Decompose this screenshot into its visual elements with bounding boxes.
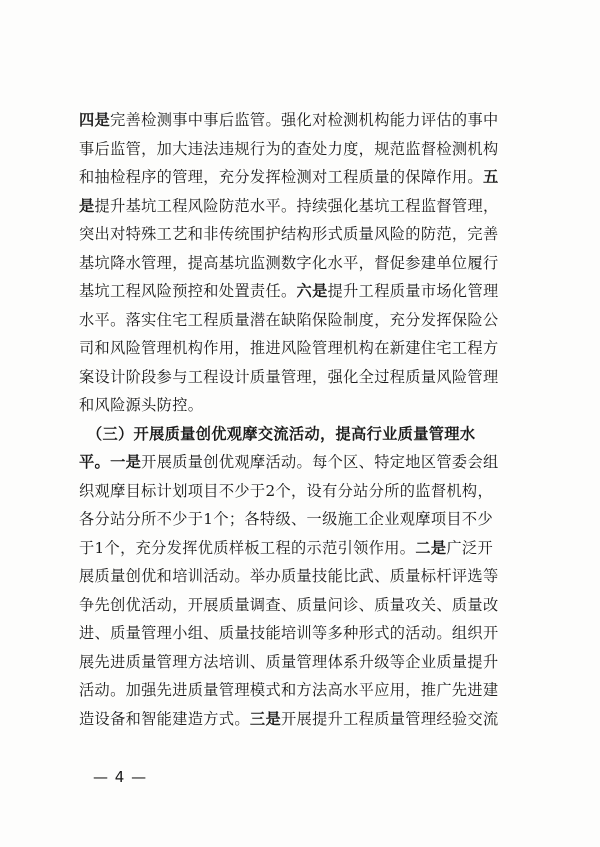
bold-text-run: 六是 bbox=[296, 282, 328, 300]
text-line bbox=[79, 448, 529, 477]
text-run: 展先进质量管理方法培训、质量管理体系升级等企业质量提升 bbox=[79, 652, 499, 671]
text-run: 基坑降水管理，提高基坑监测数字化水平，督促参建单位履行 bbox=[79, 253, 499, 272]
document-body bbox=[79, 106, 529, 733]
text-run: 司和风险管理机构作用，推进风险管理机构在新建住宅工程方 bbox=[79, 339, 499, 357]
text-line bbox=[79, 249, 529, 278]
text-line bbox=[79, 420, 529, 449]
text-line bbox=[79, 106, 529, 135]
text-run: 开展质量创优观摩活动。每个区、特定地区管委会组 bbox=[141, 453, 499, 471]
text-run: 进、质量管理小组、质量技能培训等多种形式的活动。组织开 bbox=[79, 624, 499, 642]
text-line bbox=[79, 562, 529, 591]
text-run: 开展提升工程质量管理经验交流 bbox=[281, 709, 499, 728]
text-line bbox=[79, 477, 529, 506]
text-line bbox=[79, 277, 529, 306]
text-line bbox=[79, 648, 529, 677]
text-run: 织观摩目标计划项目不少于2个，设有分站分所的监督机构， bbox=[79, 481, 493, 500]
text-line bbox=[79, 391, 529, 420]
bold-text-run: 三是 bbox=[249, 709, 281, 728]
text-line bbox=[79, 192, 529, 221]
text-line bbox=[79, 220, 529, 249]
text-run: 案设计阶段参与工程设计质量管理，强化全过程质量风险管理 bbox=[79, 367, 499, 386]
text-line bbox=[79, 363, 529, 392]
bold-text-run: （三）开展质量创优观摩交流活动，提高行业质量管理水 bbox=[79, 424, 476, 443]
text-run: 和风险源头防控。 bbox=[79, 396, 204, 414]
page-number: — 4 — bbox=[93, 768, 148, 786]
text-run: 于1个，充分发挥优质样板工程的示范引领作用。 bbox=[79, 538, 416, 557]
text-run: 水平。落实住宅工程质量潜在缺陷保险制度，充分发挥保险公 bbox=[79, 310, 499, 329]
bold-text-run: 四是 bbox=[79, 111, 111, 129]
text-line bbox=[79, 591, 529, 620]
text-run: 提升基坑工程风险防范水平。持续强化基坑工程监督管理， bbox=[94, 196, 499, 215]
text-run: 事后监管，加大违法违规行为的查处力度，规范监督检测机构 bbox=[79, 139, 499, 158]
text-run: 和抽检程序的管理，充分发挥检测对工程质量的保障作用。 bbox=[79, 168, 483, 186]
text-run: 造设备和智能建造方式。 bbox=[79, 709, 250, 728]
bold-text-run: 平。一是 bbox=[79, 453, 142, 471]
text-line bbox=[79, 619, 529, 648]
text-run: 完善检测事中事后监管。强化对检测机构能力评估的事中 bbox=[110, 111, 499, 129]
text-run: 活动。加强先进质量管理模式和方法高水平应用，推广先进建 bbox=[79, 681, 499, 699]
text-run: 各分站分所不少于1个；各特级、一级施工企业观摩项目不少 bbox=[79, 510, 493, 528]
text-line bbox=[79, 163, 529, 192]
text-run: 广泛开 bbox=[446, 538, 494, 557]
text-line bbox=[79, 505, 529, 534]
bold-text-run: 是 bbox=[79, 196, 95, 215]
bold-text-run: 二是 bbox=[415, 538, 447, 557]
text-line bbox=[79, 705, 529, 734]
text-run: 基坑工程风险预控和处置责任。 bbox=[79, 282, 297, 300]
text-line bbox=[79, 676, 529, 705]
bold-text-run: 五 bbox=[482, 168, 499, 186]
text-run: 提升工程质量市场化管理 bbox=[327, 282, 499, 300]
text-line bbox=[79, 534, 529, 563]
text-run: 突出对特殊工艺和非传统围护结构形式质量风险的防范，完善 bbox=[79, 225, 499, 243]
text-line bbox=[79, 306, 529, 335]
text-run: 争先创优活动，开展质量调查、质量问诊、质量攻关、质量改 bbox=[79, 595, 499, 614]
text-line bbox=[79, 135, 529, 164]
text-line bbox=[79, 334, 529, 363]
text-run: 展质量创优和培训活动。举办质量技能比武、质量标杆评选等 bbox=[79, 567, 499, 585]
